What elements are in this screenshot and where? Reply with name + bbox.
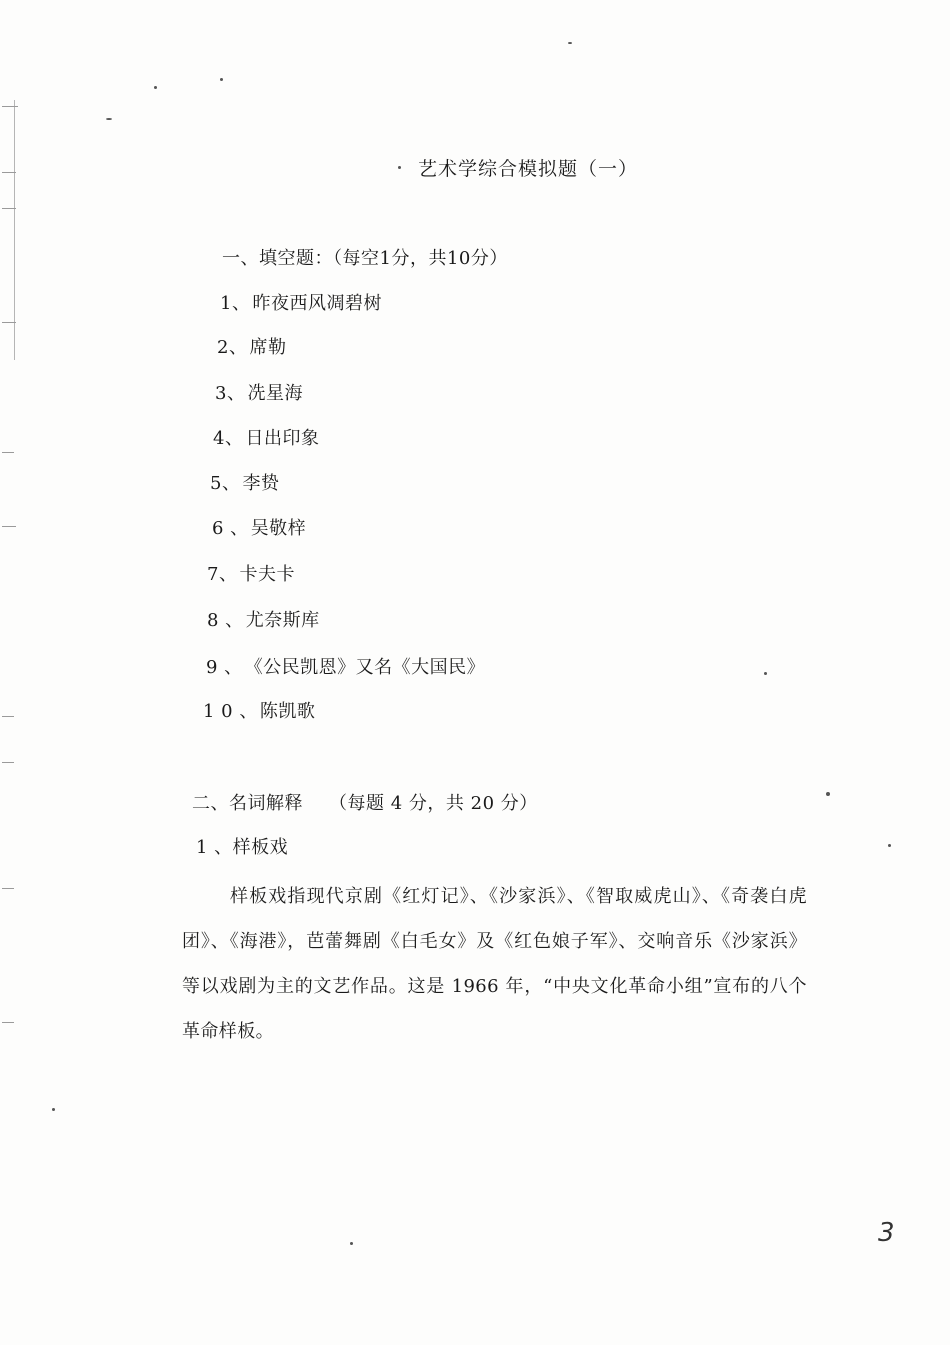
scan-speck bbox=[398, 166, 401, 169]
scan-speck bbox=[350, 1242, 353, 1245]
answer-number: 8 、 bbox=[207, 610, 244, 631]
binding-mark bbox=[2, 452, 14, 453]
section-1-heading bbox=[222, 244, 508, 270]
scan-speck bbox=[568, 42, 572, 44]
answer-item bbox=[212, 514, 306, 540]
answer-number: 4、 bbox=[213, 428, 244, 449]
answer-item bbox=[215, 379, 303, 405]
answer-number: 1、 bbox=[220, 293, 251, 314]
scan-speck bbox=[154, 86, 157, 89]
answer-number: 9 、 bbox=[206, 657, 243, 678]
answer-text: 尤奈斯库 bbox=[245, 610, 320, 631]
answer-item bbox=[210, 469, 279, 495]
answer-item bbox=[220, 289, 382, 315]
answer-number: 2、 bbox=[217, 337, 248, 358]
answer-number: 7、 bbox=[207, 564, 238, 585]
page-number: 3 bbox=[878, 1218, 895, 1248]
section-2-heading-label: 二、名词解释 bbox=[192, 793, 303, 814]
answer-item bbox=[217, 333, 286, 359]
scan-speck bbox=[764, 672, 767, 675]
answer-text: 席勒 bbox=[249, 337, 287, 358]
section-2-heading-note: （每题 4 分，共 20 分） bbox=[329, 793, 538, 814]
scan-speck bbox=[106, 118, 112, 120]
answer-item bbox=[213, 424, 319, 450]
binding-edge-line bbox=[14, 100, 15, 360]
answer-item bbox=[207, 606, 320, 632]
answer-text: 日出印象 bbox=[245, 428, 320, 449]
binding-mark bbox=[2, 888, 14, 889]
binding-mark bbox=[2, 106, 18, 107]
term-definition: 样板戏指现代京剧《红灯记》、《沙家浜》、《智取威虎山》、《奇袭白虎团》、《海港》，芭蕾舞剧《白毛女》及《红色娘子军》、交响音乐《沙家浜》等以戏剧为主的文艺作品。这是 1966 年，“中央文化革命小组”宣布的八个革命样板。 bbox=[182, 886, 807, 1042]
section-1-heading-note: （每空1分，共10分） bbox=[333, 248, 508, 269]
answer-text: 吴敬梓 bbox=[250, 518, 307, 539]
section-1-heading-label: 一、填空题： bbox=[222, 248, 333, 269]
answer-item bbox=[206, 653, 485, 679]
answer-text: 《公民凯恩》又名《大国民》 bbox=[244, 657, 486, 678]
answer-text: 昨夜西风凋碧树 bbox=[252, 293, 382, 314]
scan-speck bbox=[826, 792, 830, 796]
answer-item bbox=[207, 560, 295, 586]
answer-number: 6 、 bbox=[212, 518, 249, 539]
binding-mark bbox=[2, 762, 14, 763]
binding-mark bbox=[2, 322, 16, 323]
answer-item bbox=[203, 697, 315, 723]
term-label: 1 、样板戏 bbox=[196, 837, 289, 858]
answer-text: 卡夫卡 bbox=[239, 564, 295, 585]
answer-text: 李贽 bbox=[242, 473, 280, 494]
scan-speck bbox=[52, 1108, 55, 1111]
answer-number: 5、 bbox=[210, 473, 241, 494]
section-2-heading bbox=[192, 789, 538, 815]
scan-speck bbox=[888, 844, 891, 847]
page-title: 艺术学综合模拟题（一） bbox=[418, 158, 639, 180]
binding-mark bbox=[2, 208, 16, 209]
binding-mark bbox=[2, 716, 14, 717]
answer-text: 冼星海 bbox=[247, 383, 303, 404]
binding-mark bbox=[2, 172, 16, 173]
answer-number: 1 0 、 bbox=[203, 701, 258, 722]
answer-number: 3、 bbox=[215, 383, 246, 404]
binding-mark bbox=[2, 526, 16, 527]
answer-text: 陈凯歌 bbox=[259, 701, 316, 722]
scan-speck bbox=[220, 78, 223, 81]
binding-mark bbox=[2, 1022, 14, 1023]
